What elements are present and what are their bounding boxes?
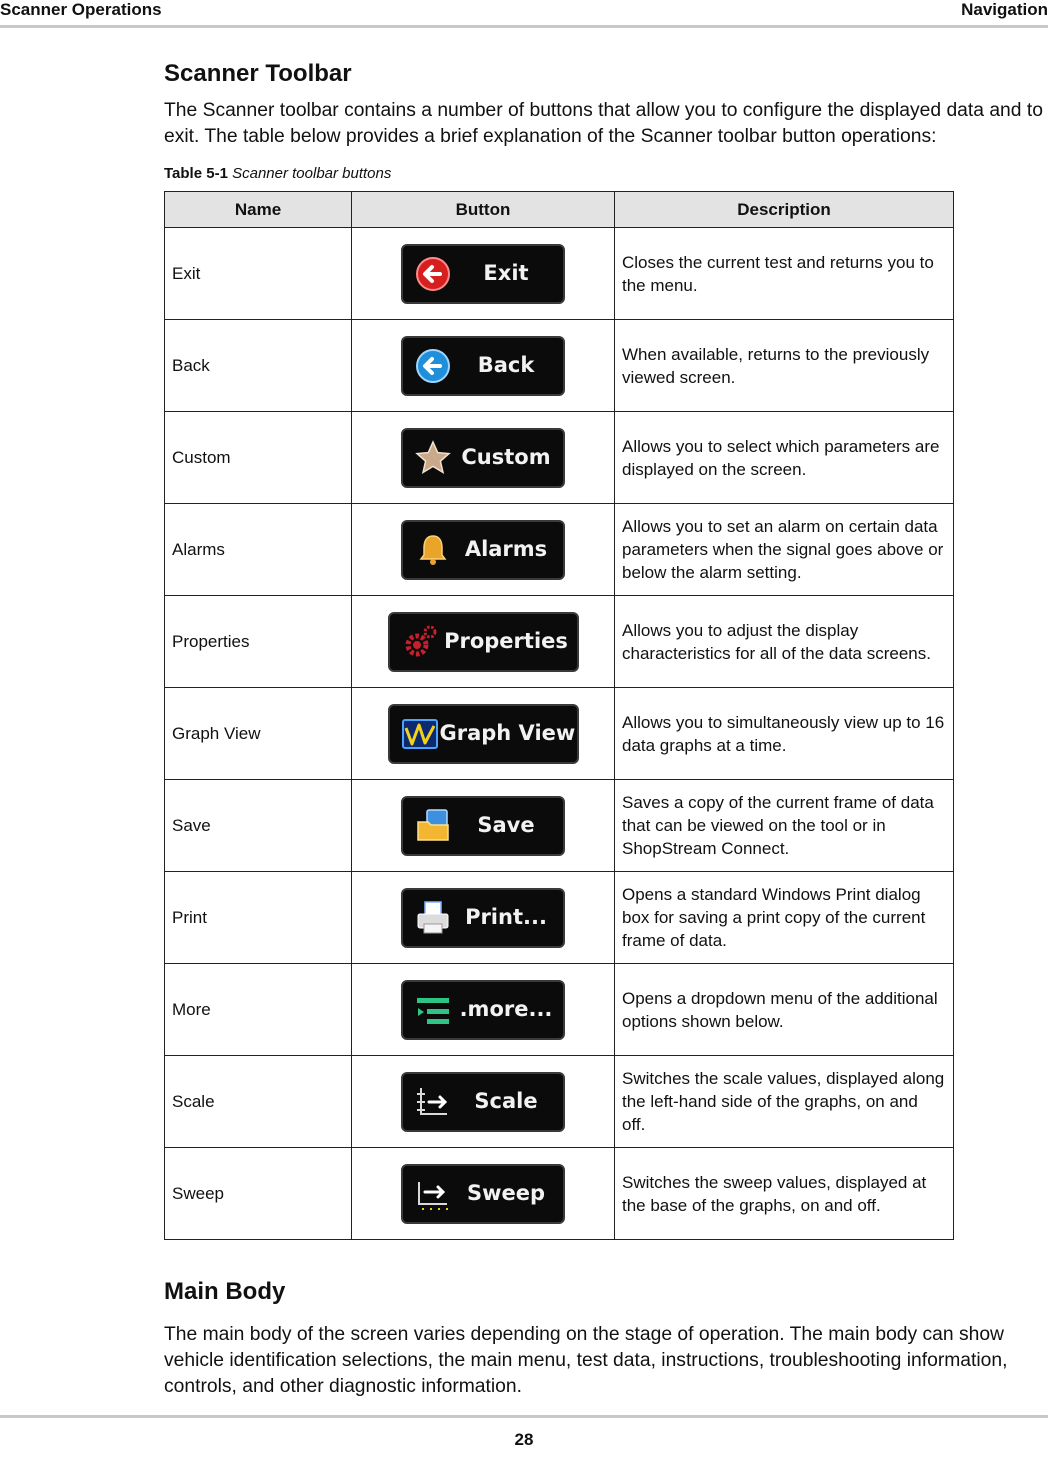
header-rule [0, 25, 1048, 28]
row-description: Opens a standard Windows Print dialog box for saving a print copy of the current frame of data. [615, 872, 954, 964]
column-header-name: Name [165, 192, 352, 228]
table-row [165, 412, 954, 504]
row-description: Allows you to set an alarm on certain data parameters when the signal goes above or below the alarm setting. [615, 504, 954, 596]
exit-button[interactable] [401, 244, 565, 304]
table-row [165, 688, 954, 780]
row-name: Exit [165, 228, 352, 320]
row-name: Graph View [165, 688, 352, 780]
row-button-cell [352, 1148, 615, 1240]
row-description: Closes the current test and returns you to the menu. [615, 228, 954, 320]
table-caption [164, 165, 391, 182]
graph-icon [400, 714, 440, 754]
row-button-cell [352, 1056, 615, 1148]
table-row [165, 596, 954, 688]
back-button[interactable] [401, 336, 565, 396]
row-description: Allows you to adjust the display characteristics for all of the data screens. [615, 596, 954, 688]
back-button-label: Back [477, 353, 535, 377]
gears-icon [400, 622, 440, 662]
page-number: 28 [514, 1430, 534, 1449]
more-button[interactable] [401, 980, 565, 1040]
running-header-chapter: Navigation [961, 0, 1048, 19]
table-header-row [165, 192, 954, 228]
save-button-label: Save [477, 813, 535, 837]
star-icon [413, 438, 453, 478]
row-button-cell [352, 412, 615, 504]
intro-paragraph: The Scanner toolbar contains a number of buttons that allow you to configure the displayed data and to exit. The table below provides a brief explanation of the Scanner toolbar button operations: [164, 100, 1043, 147]
printer-icon [413, 898, 453, 938]
sweep-button-label: Sweep [466, 1181, 546, 1205]
sweep-button[interactable] [401, 1164, 565, 1224]
row-name: Save [165, 780, 352, 872]
table-row [165, 1148, 954, 1240]
row-button-cell [352, 964, 615, 1056]
main-body-paragraph: The main body of the screen varies depending on the stage of operation. The main body can show vehicle identification selections, the main menu, test data, instructions, troubleshooting information, controls, and other diagnostic information. [164, 1324, 1008, 1397]
sweep-icon [413, 1174, 453, 1214]
row-button-cell [352, 228, 615, 320]
red-left-arrow-icon [413, 254, 453, 294]
more-button-label: .more... [459, 997, 553, 1021]
row-description: Opens a dropdown menu of the additional options shown below. [615, 964, 954, 1056]
section-title-main-body: Main Body [164, 1278, 286, 1305]
scale-button[interactable] [401, 1072, 565, 1132]
row-description: Saves a copy of the current frame of data that can be viewed on the tool or in ShopStream Connect. [615, 780, 954, 872]
table-row [165, 780, 954, 872]
table-row [165, 1056, 954, 1148]
row-name: Properties [165, 596, 352, 688]
column-header-description: Description [615, 192, 954, 228]
menu-list-icon [413, 990, 453, 1030]
print-button-label: Print... [465, 905, 547, 929]
blue-left-arrow-icon [413, 346, 453, 386]
save-button[interactable] [401, 796, 565, 856]
row-name: Print [165, 872, 352, 964]
row-name: Back [165, 320, 352, 412]
row-description: Switches the sweep values, displayed at the base of the graphs, on and off. [615, 1148, 954, 1240]
graph-view-button[interactable] [388, 704, 579, 764]
folder-icon [413, 806, 453, 846]
custom-button-label: Custom [461, 445, 551, 469]
row-button-cell [352, 780, 615, 872]
scale-icon [413, 1082, 453, 1122]
table-row [165, 228, 954, 320]
column-header-button: Button [352, 192, 615, 228]
row-button-cell [352, 504, 615, 596]
row-name: Scale [165, 1056, 352, 1148]
bell-icon [413, 530, 453, 570]
footer-rule [0, 1415, 1048, 1418]
scale-button-label: Scale [474, 1089, 538, 1113]
row-description: Allows you to simultaneously view up to 16 data graphs at a time. [615, 688, 954, 780]
table-row [165, 964, 954, 1056]
table-caption-label: Table 5-1 [164, 165, 228, 182]
row-button-cell [352, 320, 615, 412]
running-header-section: Scanner Operations [0, 0, 162, 19]
row-description: When available, returns to the previously viewed screen. [615, 320, 954, 412]
row-button-cell [352, 688, 615, 780]
row-name: Sweep [165, 1148, 352, 1240]
section-title-scanner-toolbar: Scanner Toolbar [164, 60, 352, 87]
print-button[interactable] [401, 888, 565, 948]
table-row [165, 872, 954, 964]
custom-button[interactable] [401, 428, 565, 488]
properties-button[interactable] [388, 612, 579, 672]
row-name: Alarms [165, 504, 352, 596]
row-name: Custom [165, 412, 352, 504]
row-button-cell [352, 596, 615, 688]
alarms-button-label: Alarms [464, 537, 548, 561]
row-button-cell [352, 872, 615, 964]
table-row [165, 320, 954, 412]
toolbar-buttons-table [164, 191, 954, 1240]
table-row [165, 504, 954, 596]
table-caption-text: Scanner toolbar buttons [232, 165, 392, 182]
row-description: Allows you to select which parameters are displayed on the screen. [615, 412, 954, 504]
row-description: Switches the scale values, displayed along the left-hand side of the graphs, on and off. [615, 1056, 954, 1148]
graph-view-button-label: Graph View [439, 721, 576, 745]
row-name: More [165, 964, 352, 1056]
exit-button-label: Exit [483, 261, 529, 285]
alarms-button[interactable] [401, 520, 565, 580]
properties-button-label: Properties [444, 629, 568, 653]
